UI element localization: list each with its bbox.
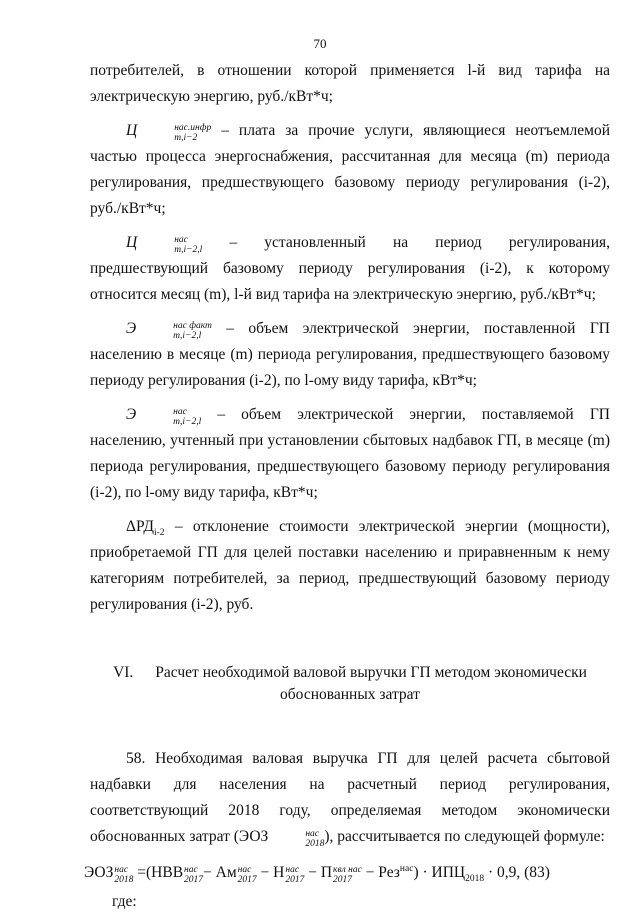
section-title-line1: Расчет необходимой валовой выручки ГП методом экономически <box>155 664 587 681</box>
definition-text: – объем электрической энергии, поставленной ГП населению в месяце (m) периода регулирования, предшествующего базовому периоду регулирования (i-2), по l-ому виду тарифа, кВт*ч; <box>90 320 610 389</box>
definition-item <box>90 514 610 618</box>
text-block: потребителей, в отношении которой применяется l-й вид тарифа на электрическую энергию, руб./кВт*ч; <box>90 62 610 105</box>
section-number: VI. <box>113 664 134 681</box>
symbol: Э <box>126 406 137 423</box>
section-heading <box>90 662 610 706</box>
symbol: Ц <box>126 122 138 139</box>
symbol-index: нас m,i−2,l <box>173 407 202 427</box>
section-title-line2: обоснованных затрат <box>280 686 420 703</box>
document-body <box>84 58 610 914</box>
definition-item <box>90 316 610 394</box>
page-number: 70 <box>313 36 327 51</box>
definition-text: – отклонение стоимости электрической энергии (мощности), приобретаемой ГП для целей поставки населению и приравненным к нему категориям потребителей, за период, предшествующий базовому периоду регулирования (i-2), руб. <box>90 518 610 613</box>
formula-83: ЭОЗ нас 2018 =(НВВ нас 2017 − Ам нас 2017 − Н нас 2017 − П квл нас 2017 − $Рез^{нас}) \cdot ИПЦ_{2018} \cdot 0,9$, (83) <box>84 863 550 885</box>
definition-text: – объем электрической энергии, поставляемой ГП населению, учтенный при установлении сбытовых надбавок ГП, в месяце (m) периода регулирования, предшествующего базовому периоду регулирования (i-2), по l-ому виду тарифа, кВт*ч; <box>90 406 610 501</box>
definition-item <box>90 230 610 308</box>
where-label: где: <box>112 893 137 910</box>
symbol-index: нас m,i−2,l <box>174 235 203 255</box>
definition-item <box>90 118 610 222</box>
symbol-index: нас.инфр m,i−2 <box>174 123 212 143</box>
definition-item <box>90 402 610 506</box>
symbol-index: нас факт m,i−2,l <box>173 321 212 341</box>
symbol-index: нас 2018 <box>305 829 325 849</box>
symbol: Ц <box>126 234 138 251</box>
definition-text: – установленный на период регулирования, предшествующий базовому периоду регулирования (i-2), к которому относится месяц (m), l-й вид тарифа на электрическую энергию, руб./кВт*ч; <box>90 234 610 303</box>
symbol: ΔРД <box>126 518 154 535</box>
paragraph-58: 58. Необходимая валовая выручка ГП для целей расчета сбытовой надбавки для населения на расчетный период регулирования, соответствующий 2018 году, определяемая методом экономически обоснованных затрат (ЭОЗ нас 2018 ), рассчитывается по следующей формуле: <box>90 750 610 849</box>
definition-text: – плата за прочие услуги, являющиеся неотъемлемой частью процесса энергоснабжения, рассчитанная для месяца (m) периода регулирования, предшествующего базовому периоду регулирования (i-2), руб./кВт*ч; <box>90 122 610 217</box>
symbol: Э <box>126 320 137 337</box>
symbol-sub: i-2 <box>154 528 165 539</box>
